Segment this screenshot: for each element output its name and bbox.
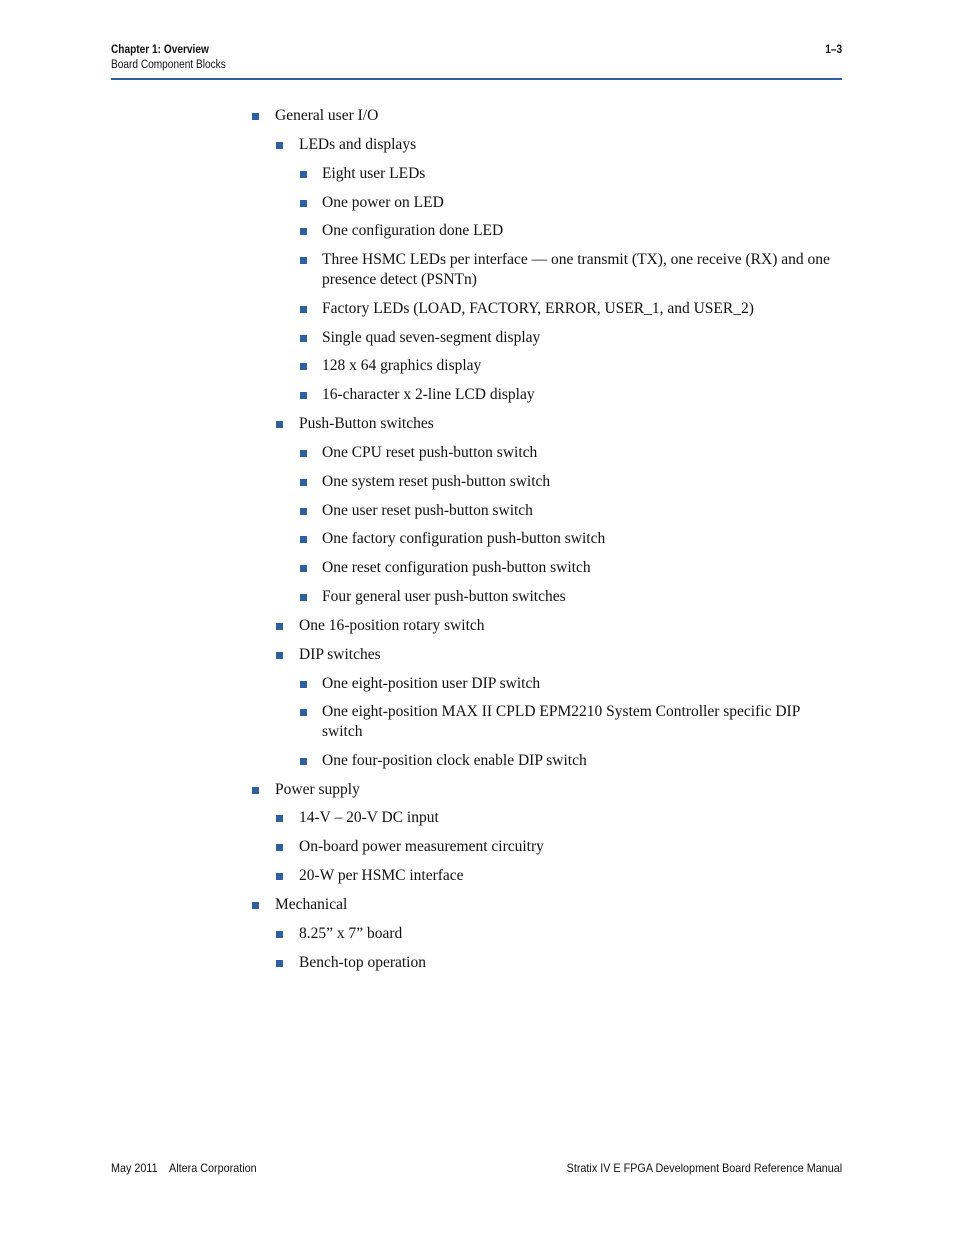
list-item-label: 16-character x 2-line LCD display <box>322 386 535 403</box>
list-item-label: One eight-position user DIP switch <box>322 675 541 692</box>
bullet-icon <box>300 594 307 601</box>
bullet-icon <box>300 257 307 264</box>
bullet-icon <box>276 844 283 851</box>
list-item-label: 128 x 64 graphics display <box>322 357 482 374</box>
bullet-icon <box>300 335 307 342</box>
bullet-icon <box>276 623 283 630</box>
list-item-label: Factory LEDs (LOAD, FACTORY, ERROR, USER_1, and USER_2) <box>322 300 754 317</box>
bullet-icon <box>300 392 307 399</box>
list-item-label: Three HSMC LEDs per interface — one transmit (TX), one receive (RX) and one presence detect (PSNTn) <box>322 251 830 288</box>
section-title: Board Component Blocks <box>111 59 226 71</box>
bullet-icon <box>252 787 259 794</box>
list-item-label: One eight-position MAX II CPLD EPM2210 System Controller specific DIP switch <box>322 703 800 740</box>
bullet-icon <box>300 681 307 688</box>
bullet-icon <box>300 306 307 313</box>
list-item-label: One factory configuration push-button switch <box>322 530 606 547</box>
bullet-icon <box>252 113 259 120</box>
footer-date-company: May 2011 Altera Corporation <box>111 1161 257 1175</box>
list-item-label: One reset configuration push-button switch <box>322 559 591 576</box>
list-item-label: 8.25” x 7” board <box>299 925 403 942</box>
list-item-label: Mechanical <box>275 896 348 913</box>
list-item-label: LEDs and displays <box>299 136 417 153</box>
list-item-label: One four-position clock enable DIP switch <box>322 752 587 769</box>
list-item-label: One 16-position rotary switch <box>299 617 485 634</box>
list-item-label: General user I/O <box>275 107 379 124</box>
bullet-icon <box>300 363 307 370</box>
list-item-label: Push-Button switches <box>299 415 434 432</box>
list-item-label: One configuration done LED <box>322 222 504 239</box>
bullet-icon <box>252 902 259 909</box>
bullet-icon <box>300 450 307 457</box>
list-item-label: One power on LED <box>322 194 444 211</box>
bullet-icon <box>276 873 283 880</box>
bullet-icon <box>300 758 307 765</box>
page-footer <box>111 1161 842 1177</box>
bullet-icon <box>276 652 283 659</box>
list-item-label: One CPU reset push-button switch <box>322 444 538 461</box>
bullet-icon <box>276 960 283 967</box>
chapter-title: Chapter 1: Overview <box>111 44 209 56</box>
bullet-icon <box>300 228 307 235</box>
bullet-icon <box>276 142 283 149</box>
list-item-label: Single quad seven-segment display <box>322 329 541 346</box>
bullet-icon <box>300 709 307 716</box>
bullet-icon <box>276 421 283 428</box>
bullet-icon <box>300 508 307 515</box>
bullet-icon <box>300 479 307 486</box>
list-item-label: Eight user LEDs <box>322 165 426 182</box>
list-item-label: One system reset push-button switch <box>322 473 551 490</box>
list-item-label: One user reset push-button switch <box>322 502 533 519</box>
list-item-label: Bench-top operation <box>299 954 426 971</box>
bullet-icon <box>300 536 307 543</box>
bullet-icon <box>276 931 283 938</box>
list-item-label: 14-V – 20-V DC input <box>299 809 439 826</box>
bullet-icon <box>300 565 307 572</box>
list-item-label: On-board power measurement circuitry <box>299 838 544 855</box>
page-number: 1–3 <box>825 44 842 56</box>
bullet-icon <box>276 815 283 822</box>
bullet-icon <box>300 171 307 178</box>
list-item-label: 20-W per HSMC interface <box>299 867 464 884</box>
footer-manual-title: Stratix IV E FPGA Development Board Reference Manual <box>566 1161 842 1175</box>
bullet-icon <box>300 200 307 207</box>
list-item-label: DIP switches <box>299 646 381 663</box>
list-item-label: Power supply <box>275 781 360 798</box>
list-item-label: Four general user push-button switches <box>322 588 566 605</box>
